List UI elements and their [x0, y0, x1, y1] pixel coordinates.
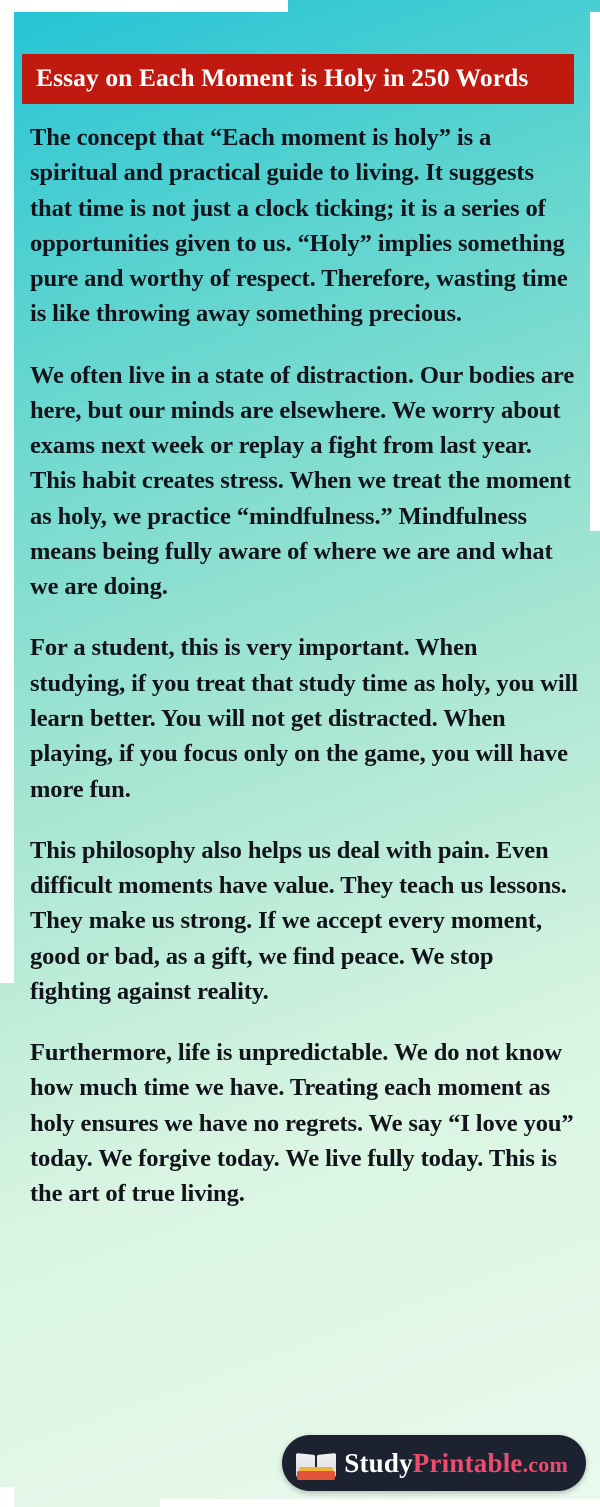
brand-name	[344, 1448, 568, 1479]
essay-body	[30, 120, 578, 1211]
frame-margin-top	[0, 0, 288, 12]
brand-name-tld: .com	[522, 1451, 568, 1477]
page-title: Essay on Each Moment is Holy in 250 Words	[36, 63, 529, 92]
frame-margin-right	[590, 12, 600, 531]
open-book-icon	[296, 1446, 336, 1480]
brand-logo-badge	[282, 1435, 586, 1491]
essay-paragraph: Furthermore, life is unpredictable. We do not know how much time we have. Treating each moment as holy ensures we have no regrets. We say “I love you” today. We forgive today. We live fully today. This is the art of true living.	[30, 1039, 574, 1208]
content-area	[14, 12, 590, 1507]
page-title-bar	[22, 54, 574, 104]
brand-name-part1: Study	[344, 1447, 413, 1478]
essay-paragraph: The concept that “Each moment is holy” is a spiritual and practical guide to living. It suggests that time is not just a clock ticking; it is a series of opportunities given to us. “Holy” implies something pure and worthy of respect. Therefore, wasting time is like throwing away something precious.	[30, 124, 568, 328]
essay-paragraph: For a student, this is very important. When studying, if you treat that study time as holy, you will learn better. You will not get distracted. When playing, if you focus only on the game, you will have more fun.	[30, 634, 578, 803]
frame-margin-left	[0, 0, 14, 983]
essay-paragraph: This philosophy also helps us deal with pain. Even difficult moments have value. They teach us lessons. They make us strong. If we accept every moment, good or bad, as a gift, we find peace. We stop fighting against reality.	[30, 836, 567, 1005]
essay-paragraph: We often live in a state of distraction. Our bodies are here, but our minds are elsewhere. We worry about exams next week or replay a fight from last year. This habit creates stress. When we treat the moment as holy, we practice “mindfulness.” Mindfulness means being fully aware of where we are and what we are doing.	[30, 361, 575, 601]
frame-margin-bottom-left	[0, 1487, 14, 1507]
brand-name-part2: Printable	[412, 1447, 523, 1478]
